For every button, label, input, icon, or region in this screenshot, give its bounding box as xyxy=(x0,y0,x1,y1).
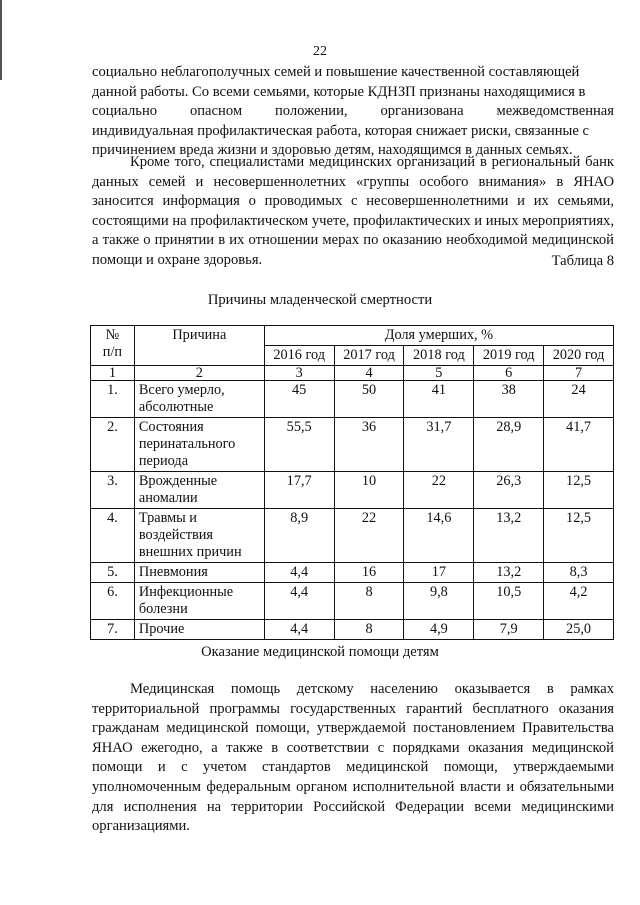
row-cause: Состояния перинатального периода xyxy=(134,418,264,472)
row-value: 10 xyxy=(334,472,404,509)
index-cell: 2 xyxy=(134,366,264,381)
row-value: 12,5 xyxy=(544,472,614,509)
row-value: 12,5 xyxy=(544,509,614,563)
index-cell: 4 xyxy=(334,366,404,381)
row-value: 45 xyxy=(264,381,334,418)
row-number: 6. xyxy=(91,583,135,620)
header-year: 2018 год xyxy=(404,346,474,366)
table-row xyxy=(91,563,614,583)
paragraph-line: данной работы. Со всеми семьями, которые КДНЗП признаны находящимися в xyxy=(92,83,586,100)
paragraph-line: социально неблагополучных семей и повышение качественной составляющей xyxy=(92,64,580,80)
infant-mortality-table xyxy=(90,325,614,640)
header-cause: Причина xyxy=(134,326,264,366)
table-row xyxy=(91,620,614,640)
table-row xyxy=(91,472,614,509)
row-number: 2. xyxy=(91,418,135,472)
row-value: 4,9 xyxy=(404,620,474,640)
header-year: 2019 год xyxy=(474,346,544,366)
row-value: 8,3 xyxy=(544,563,614,583)
header-year: 2020 год xyxy=(544,346,614,366)
paragraph-registry xyxy=(92,153,614,271)
row-value: 31,7 xyxy=(404,418,474,472)
row-cause: Врожденные аномалии xyxy=(134,472,264,509)
table-row xyxy=(91,418,614,472)
row-value: 26,3 xyxy=(474,472,544,509)
row-value: 8 xyxy=(334,583,404,620)
row-value: 14,6 xyxy=(404,509,474,563)
header-year: 2016 год xyxy=(264,346,334,366)
index-cell: 5 xyxy=(404,366,474,381)
row-value: 4,2 xyxy=(544,583,614,620)
paragraph-line: социально опасном положении, организована межведомственная xyxy=(92,103,614,120)
table-header-row xyxy=(91,326,614,346)
row-value: 4,4 xyxy=(264,563,334,583)
table-row xyxy=(91,509,614,563)
row-cause: Пневмония xyxy=(134,563,264,583)
row-value: 16 xyxy=(334,563,404,583)
scan-edge-mark xyxy=(0,0,2,80)
paragraph-line: индивидуальная профилактическая работа, которая снижает риски, связанные с xyxy=(92,122,589,139)
row-value: 9,8 xyxy=(404,583,474,620)
row-value: 25,0 xyxy=(544,620,614,640)
row-value: 41,7 xyxy=(544,418,614,472)
row-value: 41 xyxy=(404,381,474,418)
row-value: 17,7 xyxy=(264,472,334,509)
row-number: 4. xyxy=(91,509,135,563)
row-value: 50 xyxy=(334,381,404,418)
row-value: 38 xyxy=(474,381,544,418)
row-value: 10,5 xyxy=(474,583,544,620)
row-value: 13,2 xyxy=(474,509,544,563)
row-cause: Травмы и воздействия внешних причин xyxy=(134,509,264,563)
paragraph-line: причинением вреда жизни и здоровью детям, находящимся в данных семьях. xyxy=(92,142,573,159)
row-value: 8,9 xyxy=(264,509,334,563)
index-cell: 3 xyxy=(264,366,334,381)
row-cause: Всего умерло, абсолютные xyxy=(134,381,264,418)
table-title: Причины младенческой смертности xyxy=(207,292,433,308)
header-year: 2017 год xyxy=(334,346,404,366)
row-number: 3. xyxy=(91,472,135,509)
index-cell: 7 xyxy=(544,366,614,381)
table-label: Таблица 8 xyxy=(551,253,614,269)
row-value: 13,2 xyxy=(474,563,544,583)
header-num xyxy=(91,326,135,366)
row-cause: Инфекционные болезни xyxy=(134,583,264,620)
row-value: 22 xyxy=(404,472,474,509)
row-value: 8 xyxy=(334,620,404,640)
paragraph-text: Медицинская помощь детскому населению оказывается в рамках территориальной программы государственных гарантий бесплатного оказания гражданам медицинской помощи, утверждаемой постановлением Правительства ЯНАО ежегодно, а также в соответствии с порядками оказания медицинской помощи и с учетом стандартов медицинской помощи, утверждаемыми уполномоченным федеральным органом исполнительной власти и обязательными для исполнения на территории Российской Федерации всеми медицинскими организациями. xyxy=(92,681,614,835)
table-row xyxy=(91,381,614,418)
row-value: 7,9 xyxy=(474,620,544,640)
index-cell: 6 xyxy=(474,366,544,381)
row-number: 5. xyxy=(91,563,135,583)
header-num-line1: № xyxy=(105,327,120,343)
row-value: 28,9 xyxy=(474,418,544,472)
table-row xyxy=(91,583,614,620)
paragraph-medical-care xyxy=(92,680,614,837)
row-value: 4,4 xyxy=(264,583,334,620)
row-value: 24 xyxy=(544,381,614,418)
row-value: 17 xyxy=(404,563,474,583)
page-number: 22 xyxy=(313,44,327,59)
paragraph-continuation xyxy=(92,63,614,161)
index-cell: 1 xyxy=(91,366,135,381)
paragraph-text: Кроме того, специалистами медицинских организаций в региональный банк данных семей и несовершеннолетних «группы особого внимания» в ЯНАО заносится информация о проводимых с несовершеннолетними и их семьями, состоящими на профилактическом учете, профилактических и иных мероприятиях, а также о принятии в их отношении мерах по оказанию необходимой медицинской помощи и охране здоровья. xyxy=(92,154,614,268)
row-value: 22 xyxy=(334,509,404,563)
header-num-line2: п/п xyxy=(102,344,123,360)
row-number: 1. xyxy=(91,381,135,418)
row-value: 36 xyxy=(334,418,404,472)
row-value: 55,5 xyxy=(264,418,334,472)
table-index-row xyxy=(91,366,614,381)
row-cause: Прочие xyxy=(134,620,264,640)
header-share: Доля умерших, % xyxy=(264,326,613,346)
row-value: 4,4 xyxy=(264,620,334,640)
section-title: Оказание медицинской помощи детям xyxy=(201,644,439,660)
row-number: 7. xyxy=(91,620,135,640)
